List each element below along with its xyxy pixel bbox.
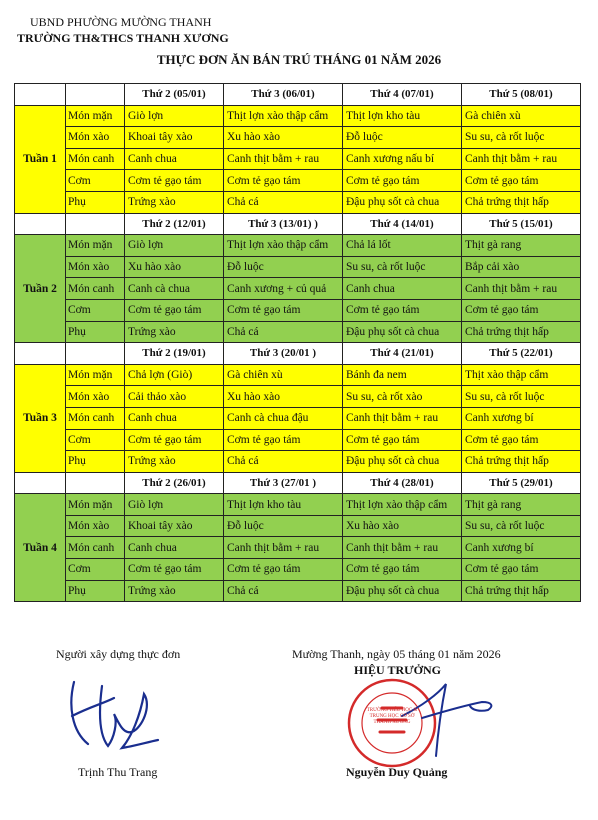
day-header: Thứ 5 (22/01) — [462, 343, 581, 365]
dish-cell: Canh thịt bằm + rau — [343, 537, 462, 559]
place-date: Mường Thanh, ngày 05 tháng 01 năm 2026 — [292, 647, 501, 661]
blank-cell — [15, 343, 66, 365]
dish-cell: Giò lợn — [125, 494, 224, 516]
dish-cell: Su su, cà rốt luộc — [462, 515, 581, 537]
table-row — [15, 278, 581, 300]
dish-cell: Xu hào xào — [125, 256, 224, 278]
menu-builder-name: Trịnh Thu Trang — [78, 765, 158, 779]
dish-cell: Cơm tẻ gạo tám — [462, 170, 581, 192]
dish-cell: Cơm tẻ gạo tám — [343, 299, 462, 321]
dish-cell: Cải thảo xào — [125, 386, 224, 408]
dish-cell: Chả lá lốt — [343, 235, 462, 257]
dish-cell: Chả trứng thịt hấp — [462, 580, 581, 602]
dish-cell: Gà chiên xù — [224, 364, 343, 386]
table-row — [15, 148, 581, 170]
dish-cell: Gà chiên xù — [462, 105, 581, 127]
dish-cell: Cơm tẻ gạo tám — [462, 299, 581, 321]
dish-cell: Cơm tẻ gạo tám — [462, 429, 581, 451]
day-header: Thứ 5 (29/01) — [462, 472, 581, 494]
dish-cell: Trứng xào — [125, 321, 224, 343]
dish-cell: Thịt lợn xào thập cẩm — [224, 105, 343, 127]
dish-cell: Thịt lợn xào thập cẩm — [343, 494, 462, 516]
dish-cell: Đỗ luộc — [224, 256, 343, 278]
week-header-row — [15, 213, 581, 235]
category-label: Món mặn — [66, 235, 125, 257]
dish-cell: Thịt lợn kho tàu — [224, 494, 343, 516]
category-label: Món mặn — [66, 494, 125, 516]
dish-cell: Canh chua — [125, 407, 224, 429]
org-line-2: TRƯỜNG TH&THCS THANH XƯƠNG — [17, 31, 229, 45]
day-header: Thứ 2 (12/01) — [125, 213, 224, 235]
category-label: Phụ — [66, 321, 125, 343]
org-line-1: UBND PHƯỜNG MƯỜNG THANH — [30, 15, 212, 29]
day-header: Thứ 4 (14/01) — [343, 213, 462, 235]
table-row — [15, 105, 581, 127]
dish-cell: Cơm tẻ gạo tám — [343, 170, 462, 192]
dish-cell: Chả trứng thịt hấp — [462, 191, 581, 213]
day-header: Thứ 2 (26/01) — [125, 472, 224, 494]
dish-cell: Đỗ luộc — [224, 515, 343, 537]
table-row — [15, 191, 581, 213]
day-header: Thứ 4 (28/01) — [343, 472, 462, 494]
dish-cell: Đậu phụ sốt cà chua — [343, 451, 462, 473]
week-header-row — [15, 343, 581, 365]
dish-cell: Canh thịt bằm + rau — [462, 148, 581, 170]
menu-builder-signature — [62, 676, 162, 756]
dish-cell: Xu hào xào — [224, 127, 343, 149]
table-row — [15, 235, 581, 257]
dish-cell: Canh xương bí — [462, 407, 581, 429]
week-header-row — [15, 84, 581, 106]
table-row — [15, 127, 581, 149]
week-label: Tuần 1 — [15, 105, 66, 213]
document-title: THỰC ĐƠN ĂN BÁN TRÚ THÁNG 01 NĂM 2026 — [156, 52, 442, 67]
dish-cell: Đậu phụ sốt cà chua — [343, 191, 462, 213]
day-header: Thứ 2 (05/01) — [125, 84, 224, 106]
table-row — [15, 494, 581, 516]
dish-cell: Cơm tẻ gạo tám — [224, 559, 343, 581]
dish-cell: Canh thịt bằm + rau — [343, 407, 462, 429]
dish-cell: Su su, cà rốt luộc — [462, 386, 581, 408]
dish-cell: Khoai tây xào — [125, 127, 224, 149]
table-row — [15, 256, 581, 278]
dish-cell: Thịt lợn xào thập cẩm — [224, 235, 343, 257]
dish-cell: Chả trứng thịt hấp — [462, 321, 581, 343]
dish-cell: Su su, cà rốt luộc — [462, 127, 581, 149]
dish-cell: Thịt lợn kho tàu — [343, 105, 462, 127]
table-row — [15, 429, 581, 451]
table-row — [15, 407, 581, 429]
category-label: Phụ — [66, 191, 125, 213]
dish-cell: Cơm tẻ gạo tám — [343, 559, 462, 581]
dish-cell: Trứng xào — [125, 580, 224, 602]
category-label: Món mặn — [66, 105, 125, 127]
menu-table — [14, 83, 581, 602]
dish-cell: Canh cà chua — [125, 278, 224, 300]
dish-cell: Cơm tẻ gạo tám — [224, 429, 343, 451]
table-row — [15, 170, 581, 192]
dish-cell: Chả cá — [224, 580, 343, 602]
dish-cell: Canh chua — [343, 278, 462, 300]
week-header-row — [15, 472, 581, 494]
week-label: Tuần 3 — [15, 364, 66, 472]
dish-cell: Cơm tẻ gạo tám — [125, 170, 224, 192]
category-label: Món xào — [66, 256, 125, 278]
blank-cell — [15, 472, 66, 494]
dish-cell: Cơm tẻ gạo tám — [462, 559, 581, 581]
dish-cell: Canh thịt bằm + rau — [462, 278, 581, 300]
category-label: Món canh — [66, 407, 125, 429]
dish-cell: Chả lợn (Giò) — [125, 364, 224, 386]
dish-cell: Bánh đa nem — [343, 364, 462, 386]
table-row — [15, 321, 581, 343]
dish-cell: Bắp cải xào — [462, 256, 581, 278]
blank-cell — [66, 84, 125, 106]
category-label: Cơm — [66, 299, 125, 321]
principal-caption: HIỆU TRƯỞNG — [354, 663, 442, 677]
dish-cell: Giò lợn — [125, 235, 224, 257]
dish-cell: Canh xương nấu bí — [343, 148, 462, 170]
table-row — [15, 299, 581, 321]
menu-builder-caption: Người xây dựng thực đơn — [56, 647, 181, 661]
table-row — [15, 537, 581, 559]
dish-cell: Chả cá — [224, 451, 343, 473]
category-label: Món canh — [66, 148, 125, 170]
dish-cell: Su su, cà rốt xào — [343, 386, 462, 408]
dish-cell: Canh chua — [125, 537, 224, 559]
principal-name: Nguyễn Duy Quảng — [346, 765, 448, 779]
dish-cell: Thịt gà rang — [462, 235, 581, 257]
dish-cell: Đỗ luộc — [343, 127, 462, 149]
dish-cell: Canh thịt bằm + rau — [224, 537, 343, 559]
day-header: Thứ 4 (07/01) — [343, 84, 462, 106]
dish-cell: Cơm tẻ gạo tám — [343, 429, 462, 451]
dish-cell: Canh xương bí — [462, 537, 581, 559]
day-header: Thứ 2 (19/01) — [125, 343, 224, 365]
day-header: Thứ 3 (13/01) ) — [224, 213, 343, 235]
category-label: Phụ — [66, 451, 125, 473]
day-header: Thứ 3 (27/01 ) — [224, 472, 343, 494]
dish-cell: Cơm tẻ gạo tám — [125, 299, 224, 321]
blank-cell — [66, 343, 125, 365]
dish-cell: Trứng xào — [125, 191, 224, 213]
dish-cell: Canh cà chua đậu — [224, 407, 343, 429]
category-label: Cơm — [66, 170, 125, 192]
dish-cell: Chả cá — [224, 321, 343, 343]
day-header: Thứ 5 (15/01) — [462, 213, 581, 235]
dish-cell: Thịt gà rang — [462, 494, 581, 516]
day-header: Thứ 5 (08/01) — [462, 84, 581, 106]
category-label: Món xào — [66, 127, 125, 149]
dish-cell: Đậu phụ sốt cà chua — [343, 580, 462, 602]
dish-cell: Su su, cà rốt luộc — [343, 256, 462, 278]
category-label: Cơm — [66, 429, 125, 451]
table-row — [15, 559, 581, 581]
dish-cell: Đậu phụ sốt cà chua — [343, 321, 462, 343]
category-label: Món canh — [66, 537, 125, 559]
day-header: Thứ 3 (20/01 ) — [224, 343, 343, 365]
table-row — [15, 580, 581, 602]
dish-cell: Cơm tẻ gạo tám — [224, 170, 343, 192]
table-row — [15, 515, 581, 537]
dish-cell: Cơm tẻ gạo tám — [224, 299, 343, 321]
week-label: Tuần 4 — [15, 494, 66, 602]
dish-cell: Khoai tây xào — [125, 515, 224, 537]
category-label: Món canh — [66, 278, 125, 300]
dish-cell: Chả trứng thịt hấp — [462, 451, 581, 473]
dish-cell: Trứng xào — [125, 451, 224, 473]
dish-cell: Thịt xào thập cẩm — [462, 364, 581, 386]
week-label: Tuần 2 — [15, 235, 66, 343]
blank-cell — [15, 84, 66, 106]
dish-cell: Cơm tẻ gạo tám — [125, 559, 224, 581]
category-label: Cơm — [66, 559, 125, 581]
dish-cell: Canh chua — [125, 148, 224, 170]
category-label: Món xào — [66, 515, 125, 537]
blank-cell — [66, 472, 125, 494]
category-label: Món mặn — [66, 364, 125, 386]
category-label: Phụ — [66, 580, 125, 602]
blank-cell — [66, 213, 125, 235]
day-header: Thứ 3 (06/01) — [224, 84, 343, 106]
dish-cell: Giò lợn — [125, 105, 224, 127]
table-row — [15, 364, 581, 386]
dish-cell: Xu hào xào — [224, 386, 343, 408]
table-row — [15, 451, 581, 473]
table-row — [15, 386, 581, 408]
dish-cell: Cơm tẻ gạo tám — [125, 429, 224, 451]
dish-cell: Xu hào xào — [343, 515, 462, 537]
dish-cell: Chả cá — [224, 191, 343, 213]
dish-cell: Canh xương + củ quả — [224, 278, 343, 300]
category-label: Món xào — [66, 386, 125, 408]
day-header: Thứ 4 (21/01) — [343, 343, 462, 365]
dish-cell: Canh thịt bằm + rau — [224, 148, 343, 170]
blank-cell — [15, 213, 66, 235]
stamp-text: TRƯỜNG TIỂU HỌC & TRUNG HỌC CƠ SỞ THANH XƯƠNG — [366, 708, 418, 725]
